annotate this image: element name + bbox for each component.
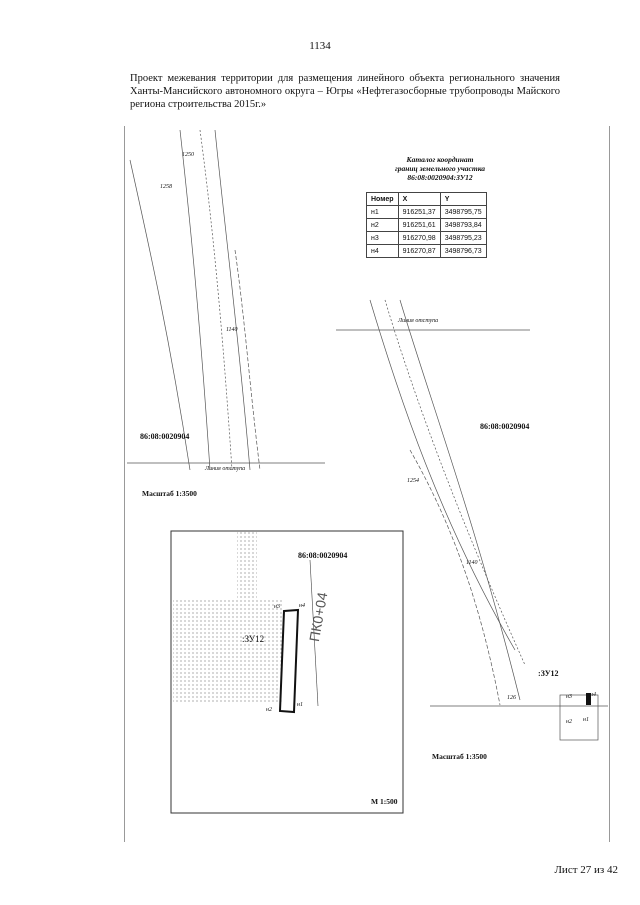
hatched-area [173, 598, 283, 704]
sheet-number: Лист 27 из 42 [554, 864, 618, 876]
table-row [367, 206, 487, 219]
point-label: н4 [299, 603, 305, 609]
left-map-lines [127, 130, 325, 470]
catalog-title-line: 86:08:0020904:ЗУ12 [407, 173, 473, 182]
point-label: н3 [274, 604, 280, 610]
contour-label: 1140 [466, 560, 478, 566]
table-cell: н3 [367, 232, 399, 245]
cadastral-number-inset: 86:08:0020904 [298, 551, 348, 560]
scale-label-right: Масштаб 1:3500 [432, 752, 487, 761]
cadastral-number-right: 86:08:0020904 [480, 422, 530, 431]
boundary-note: Линия отступа [398, 318, 439, 324]
scale-label-left: Масштаб 1:3500 [142, 489, 197, 498]
table-row [367, 232, 487, 245]
table-cell: 916251,37 [398, 206, 440, 219]
contour-label: 1254 [407, 478, 419, 484]
contour-label: 1258 [160, 184, 172, 190]
catalog-title-line: Каталог координат [406, 155, 474, 164]
catalog-title-line: границ земельного участка [394, 164, 486, 173]
cadastral-number-left: 86:08:0020904 [140, 432, 190, 441]
plot-label: :ЗУ12 [538, 669, 559, 678]
hatched-strip [237, 532, 257, 598]
column-header: Номер [367, 193, 399, 206]
contour-label: 126 [507, 695, 516, 701]
table-header-row [367, 193, 487, 206]
table-cell: 916270,87 [398, 245, 440, 258]
table-cell: 3498795,75 [440, 206, 486, 219]
coordinates-table [366, 192, 487, 258]
point-label: н3 [566, 694, 572, 700]
table-cell: н2 [367, 219, 399, 232]
plot-label-inset: :ЗУ12 [242, 634, 265, 644]
table-cell: 3498796,73 [440, 245, 486, 258]
table-cell: 916270,98 [398, 232, 440, 245]
scale-label-inset: М 1:500 [371, 797, 398, 806]
pk-label: ПК0+04 [306, 590, 331, 643]
table-row [367, 219, 487, 232]
page-number: 1134 [309, 40, 331, 52]
point-label: н2 [566, 719, 572, 725]
table-cell: 3498795,23 [440, 232, 486, 245]
point-label: н4 [590, 692, 596, 698]
table-row [367, 245, 487, 258]
table-cell: 916251,61 [398, 219, 440, 232]
contour-label: 1140 [226, 327, 238, 333]
point-label: н1 [297, 702, 303, 708]
point-label: н2 [266, 707, 272, 713]
document-title: Проект межевания территории для размещения линейного объекта регионального значения Ханты-Мансийского автономного округа – Югры «Нефтегазосборные трубопроводы Майского региона строительства 2015г.» [130, 73, 560, 110]
column-header: X [398, 193, 440, 206]
table-cell: 3498793,84 [440, 219, 486, 232]
contour-label: 1250 [182, 152, 194, 158]
column-header: Y [440, 193, 486, 206]
table-cell: н1 [367, 206, 399, 219]
table-cell: н4 [367, 245, 399, 258]
boundary-note: Линия отступа [205, 466, 246, 472]
catalog-title [370, 155, 510, 182]
point-label: н1 [583, 717, 589, 723]
right-map-lines [336, 300, 608, 740]
